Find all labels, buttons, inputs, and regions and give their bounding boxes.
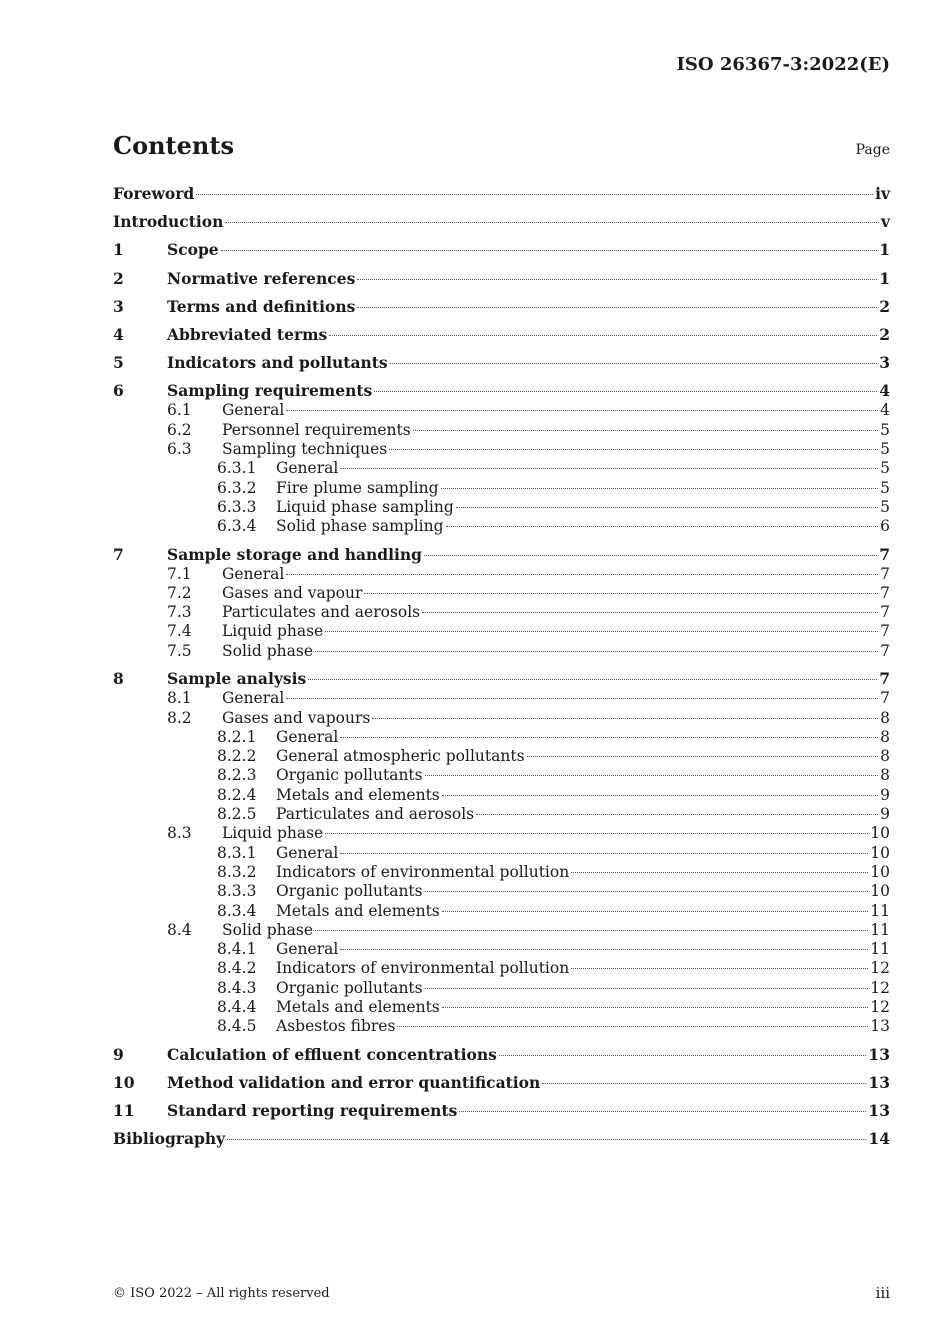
toc-entry[interactable] (113, 498, 890, 517)
dot-leader (225, 222, 879, 223)
toc-entry-label: General (222, 401, 285, 420)
toc-entry-label: Sampling requirements (167, 381, 373, 401)
dot-leader (340, 853, 868, 854)
toc-entry-label: General (276, 459, 339, 478)
dot-leader (425, 988, 869, 989)
dot-leader (308, 679, 877, 680)
toc-entry-label: Organic pollutants (276, 978, 423, 997)
toc-entry[interactable] (113, 353, 890, 373)
toc-entry[interactable] (113, 421, 890, 440)
dot-leader (397, 1026, 868, 1027)
toc-entry-number: 6.1 (167, 401, 192, 420)
dot-leader (542, 1083, 866, 1084)
toc-entry[interactable] (113, 269, 890, 289)
toc-entry[interactable] (113, 401, 890, 420)
toc-entry[interactable] (113, 603, 890, 622)
toc-entry-label: Gases and vapours (222, 708, 371, 727)
toc-entry-page: 7 (880, 641, 890, 660)
toc-entry-page: 14 (868, 1129, 890, 1149)
dot-leader (425, 775, 879, 776)
toc-entry-number: 8.4.3 (217, 978, 257, 997)
toc-entry-label: Abbreviated terms (167, 324, 328, 344)
toc-entry-page: 9 (880, 805, 890, 824)
dot-leader (476, 814, 878, 815)
toc-entry-page: 2 (879, 296, 890, 316)
toc-entry-page: 5 (880, 439, 890, 458)
toc-entry-number: 10 (113, 1072, 135, 1092)
toc-entry-number: 8.4.5 (217, 1017, 257, 1036)
toc-entry[interactable] (113, 959, 890, 978)
toc-entry-page: 1 (879, 240, 890, 260)
toc-entry-number: 4 (113, 324, 124, 344)
toc-entry[interactable] (113, 979, 890, 998)
toc-entry[interactable] (113, 921, 890, 940)
toc-entry-number: 8.1 (167, 689, 192, 708)
toc-entry-page: 11 (870, 901, 890, 920)
toc-entry-label: Metals and elements (276, 998, 440, 1016)
toc-entry-page: 13 (870, 1017, 890, 1036)
toc-entry-label: Sampling techniques (222, 439, 388, 458)
toc-entry-label: Method validation and error quantification (167, 1072, 541, 1092)
toc-entry-number: 8.2.4 (217, 785, 257, 804)
toc-entry[interactable] (113, 479, 890, 498)
toc-entry-page: 11 (870, 920, 890, 939)
toc-entry-page: 8 (880, 708, 890, 727)
toc-entry-page: 6 (880, 517, 890, 536)
toc-entry-number: 8.2.3 (217, 766, 257, 785)
toc-entry-page: v (880, 212, 890, 232)
dot-leader (329, 335, 877, 336)
toc-entry-number: 8.2.2 (217, 747, 257, 766)
toc-entry-label: Solid phase sampling (276, 517, 444, 536)
toc-entry-label: Organic pollutants (276, 882, 423, 901)
dot-leader (286, 410, 878, 411)
dot-leader (340, 737, 878, 738)
table-of-contents (113, 184, 890, 1149)
toc-entry-label: Bibliography (113, 1129, 226, 1149)
toc-entry-label: Metals and elements (276, 901, 440, 920)
toc-entry-page: 7 (880, 583, 890, 602)
dot-leader (374, 391, 877, 392)
toc-entry-page: 3 (879, 353, 890, 373)
toc-entry[interactable] (113, 184, 890, 204)
toc-entry-label: Introduction (113, 212, 224, 232)
toc-entry-label: Sample storage and handling (167, 544, 423, 564)
toc-entry-number: 6 (113, 381, 124, 401)
toc-entry-page: 5 (880, 459, 890, 478)
toc-entry-label: Asbestos fibres (276, 1017, 396, 1036)
toc-entry-page: 5 (880, 420, 890, 439)
dot-leader (221, 250, 878, 251)
dot-leader (571, 968, 868, 969)
toc-entry-page: 12 (870, 978, 890, 997)
dot-leader (390, 363, 878, 364)
toc-entry-page: iv (875, 184, 890, 203)
toc-entry-page: 7 (880, 689, 890, 708)
footer-page-number: iii (875, 1284, 890, 1302)
toc-entry[interactable] (113, 863, 890, 882)
toc-entry-label: Metals and elements (276, 785, 440, 804)
toc-entry-number: 6.3.3 (217, 497, 257, 516)
toc-entry[interactable] (113, 642, 890, 661)
toc-entry-number: 7.1 (167, 564, 192, 583)
toc-entry-label: Scope (167, 240, 219, 260)
toc-entry-number: 5 (113, 353, 124, 373)
toc-entry[interactable] (113, 902, 890, 921)
toc-entry-number: 3 (113, 296, 124, 316)
toc-entry-page: 7 (880, 603, 890, 622)
toc-entry-label: Foreword (113, 184, 195, 203)
toc-entry[interactable] (113, 440, 890, 459)
dot-leader (364, 593, 878, 594)
toc-entry[interactable] (113, 766, 890, 785)
page-column-label: Page (855, 142, 890, 158)
toc-entry-label: Particulates and aerosols (276, 805, 475, 824)
toc-entry[interactable] (113, 565, 890, 584)
toc-entry[interactable] (113, 1045, 890, 1065)
toc-entry-page: 7 (880, 622, 890, 641)
toc-entry[interactable] (113, 325, 890, 345)
toc-entry-label: Indicators of environmental pollution (276, 862, 570, 881)
toc-entry-label: Solid phase (222, 920, 313, 939)
dot-leader (425, 891, 869, 892)
dot-leader (442, 911, 869, 912)
toc-entry-page: 13 (868, 1044, 890, 1064)
toc-entry-label: Liquid phase (222, 824, 324, 843)
dot-leader (442, 795, 878, 796)
dot-leader (422, 612, 878, 613)
toc-entry[interactable] (113, 1129, 890, 1149)
dot-leader (286, 574, 878, 575)
dot-leader (340, 468, 878, 469)
dot-leader (325, 631, 878, 632)
toc-entry[interactable] (113, 212, 890, 232)
dot-leader (372, 718, 878, 719)
toc-entry[interactable] (113, 786, 890, 805)
toc-entry[interactable] (113, 844, 890, 863)
document-id: ISO 26367-3:2022(E) (676, 54, 890, 75)
page-title: Contents (113, 131, 234, 160)
toc-entry-label: Personnel requirements (222, 420, 411, 439)
toc-entry-label: Standard reporting requirements (167, 1101, 458, 1121)
dot-leader (571, 872, 868, 873)
toc-entry-number: 6.3.2 (217, 478, 257, 497)
toc-entry[interactable] (113, 728, 890, 747)
toc-entry-label: Normative references (167, 268, 356, 288)
toc-entry-page: 12 (870, 959, 890, 978)
dot-leader (459, 1111, 866, 1112)
toc-entry-number: 7 (113, 544, 124, 564)
toc-entry[interactable] (113, 622, 890, 641)
toc-entry-page: 11 (870, 940, 890, 959)
toc-entry-number: 8.4.1 (217, 940, 257, 959)
toc-entry-page: 2 (879, 324, 890, 344)
toc-entry-label: General (276, 843, 339, 862)
toc-entry[interactable] (113, 709, 890, 728)
toc-entry[interactable] (113, 998, 890, 1017)
toc-entry[interactable] (113, 689, 890, 708)
footer-copyright: © ISO 2022 – All rights reserved (113, 1286, 330, 1301)
toc-entry-label: Gases and vapour (222, 583, 363, 602)
toc-entry-page: 8 (880, 747, 890, 766)
toc-entry-number: 6.2 (167, 420, 192, 439)
toc-entry-page: 5 (880, 478, 890, 497)
toc-entry-label: Terms and definitions (167, 296, 356, 316)
toc-entry[interactable] (113, 747, 890, 766)
toc-entry-page: 5 (880, 497, 890, 516)
toc-entry-page: 13 (868, 1072, 890, 1092)
toc-entry[interactable] (113, 1073, 890, 1093)
dot-leader (315, 930, 868, 931)
toc-entry-number: 7.5 (167, 641, 192, 660)
dot-leader (227, 1139, 866, 1140)
toc-entry-number: 6.3.1 (217, 459, 257, 478)
toc-entry-page: 10 (870, 843, 890, 862)
toc-entry[interactable] (113, 940, 890, 959)
toc-entry-label: Indicators and pollutants (167, 353, 388, 373)
toc-entry[interactable] (113, 240, 890, 260)
dot-leader (413, 430, 878, 431)
toc-entry-label: General (276, 940, 339, 959)
toc-entry-label: Indicators of environmental pollution (276, 959, 570, 978)
dot-leader (442, 1007, 869, 1008)
dot-leader (357, 279, 877, 280)
toc-entry-label: General (276, 727, 339, 746)
dot-leader (499, 1055, 867, 1056)
dot-leader (315, 651, 878, 652)
toc-entry-page: 4 (880, 401, 890, 420)
toc-entry-number: 6.3 (167, 439, 192, 458)
toc-entry[interactable] (113, 381, 890, 401)
dot-leader (441, 488, 879, 489)
toc-entry-number: 8.4.2 (217, 959, 257, 978)
toc-entry-number: 11 (113, 1101, 135, 1121)
toc-entry-label: Particulates and aerosols (222, 603, 421, 622)
dot-leader (340, 949, 868, 950)
dot-leader (357, 307, 877, 308)
dot-leader (325, 833, 868, 834)
toc-entry-number: 8.3.3 (217, 882, 257, 901)
toc-entry-number: 8.4.4 (217, 998, 257, 1016)
toc-entry-page: 7 (880, 564, 890, 583)
toc-entry[interactable] (113, 1101, 890, 1121)
toc-entry[interactable] (113, 297, 890, 317)
toc-entry-label: Liquid phase sampling (276, 497, 454, 516)
toc-entry-page: 10 (870, 882, 890, 901)
toc-entry-number: 8 (113, 669, 124, 689)
toc-entry-page: 7 (879, 544, 890, 564)
dot-leader (527, 756, 879, 757)
toc-entry-number: 2 (113, 268, 124, 288)
toc-entry[interactable] (113, 545, 890, 565)
toc-entry-number: 8.4 (167, 920, 192, 939)
toc-entry-page: 4 (879, 381, 890, 401)
toc-entry-label: Solid phase (222, 641, 313, 660)
toc-entry-label: Liquid phase (222, 622, 324, 641)
toc-entry-page: 7 (879, 669, 890, 689)
toc-entry-number: 1 (113, 240, 124, 260)
dot-leader (424, 555, 877, 556)
toc-entry[interactable] (113, 669, 890, 689)
toc-entry[interactable] (113, 459, 890, 478)
toc-entry-page: 1 (879, 268, 890, 288)
toc-entry[interactable] (113, 824, 890, 843)
toc-entry[interactable] (113, 805, 890, 824)
toc-entry-label: Calculation of effluent concentrations (167, 1044, 497, 1064)
toc-entry-number: 8.2 (167, 708, 192, 727)
dot-leader (286, 698, 878, 699)
toc-entry-number: 8.3 (167, 824, 192, 843)
toc-entry-label: General (222, 689, 285, 708)
dot-leader (389, 449, 878, 450)
toc-entry-number: 6.3.4 (217, 517, 257, 536)
toc-entry[interactable] (113, 882, 890, 901)
toc-entry-page: 10 (870, 824, 890, 843)
toc-entry-number: 8.3.4 (217, 901, 257, 920)
toc-entry-number: 8.2.1 (217, 727, 257, 746)
toc-entry-page: 9 (880, 785, 890, 804)
dot-leader (446, 526, 879, 527)
toc-entry[interactable] (113, 1017, 890, 1036)
toc-entry-page: 13 (868, 1101, 890, 1121)
toc-entry[interactable] (113, 584, 890, 603)
toc-entry-number: 8.3.2 (217, 862, 257, 881)
toc-entry-number: 7.4 (167, 622, 192, 641)
toc-entry-label: Fire plume sampling (276, 478, 439, 497)
toc-entry[interactable] (113, 517, 890, 536)
toc-entry-page: 12 (870, 998, 890, 1016)
toc-entry-number: 9 (113, 1044, 124, 1064)
toc-entry-page: 10 (870, 862, 890, 881)
toc-entry-label: Organic pollutants (276, 766, 423, 785)
toc-entry-number: 8.2.5 (217, 805, 257, 824)
toc-entry-label: General (222, 564, 285, 583)
toc-entry-page: 8 (880, 766, 890, 785)
toc-entry-label: General atmospheric pollutants (276, 747, 525, 766)
toc-entry-number: 8.3.1 (217, 843, 257, 862)
toc-entry-page: 8 (880, 727, 890, 746)
toc-entry-label: Sample analysis (167, 669, 307, 689)
dot-leader (196, 194, 873, 195)
toc-entry-number: 7.3 (167, 603, 192, 622)
toc-entry-number: 7.2 (167, 583, 192, 602)
dot-leader (456, 507, 878, 508)
